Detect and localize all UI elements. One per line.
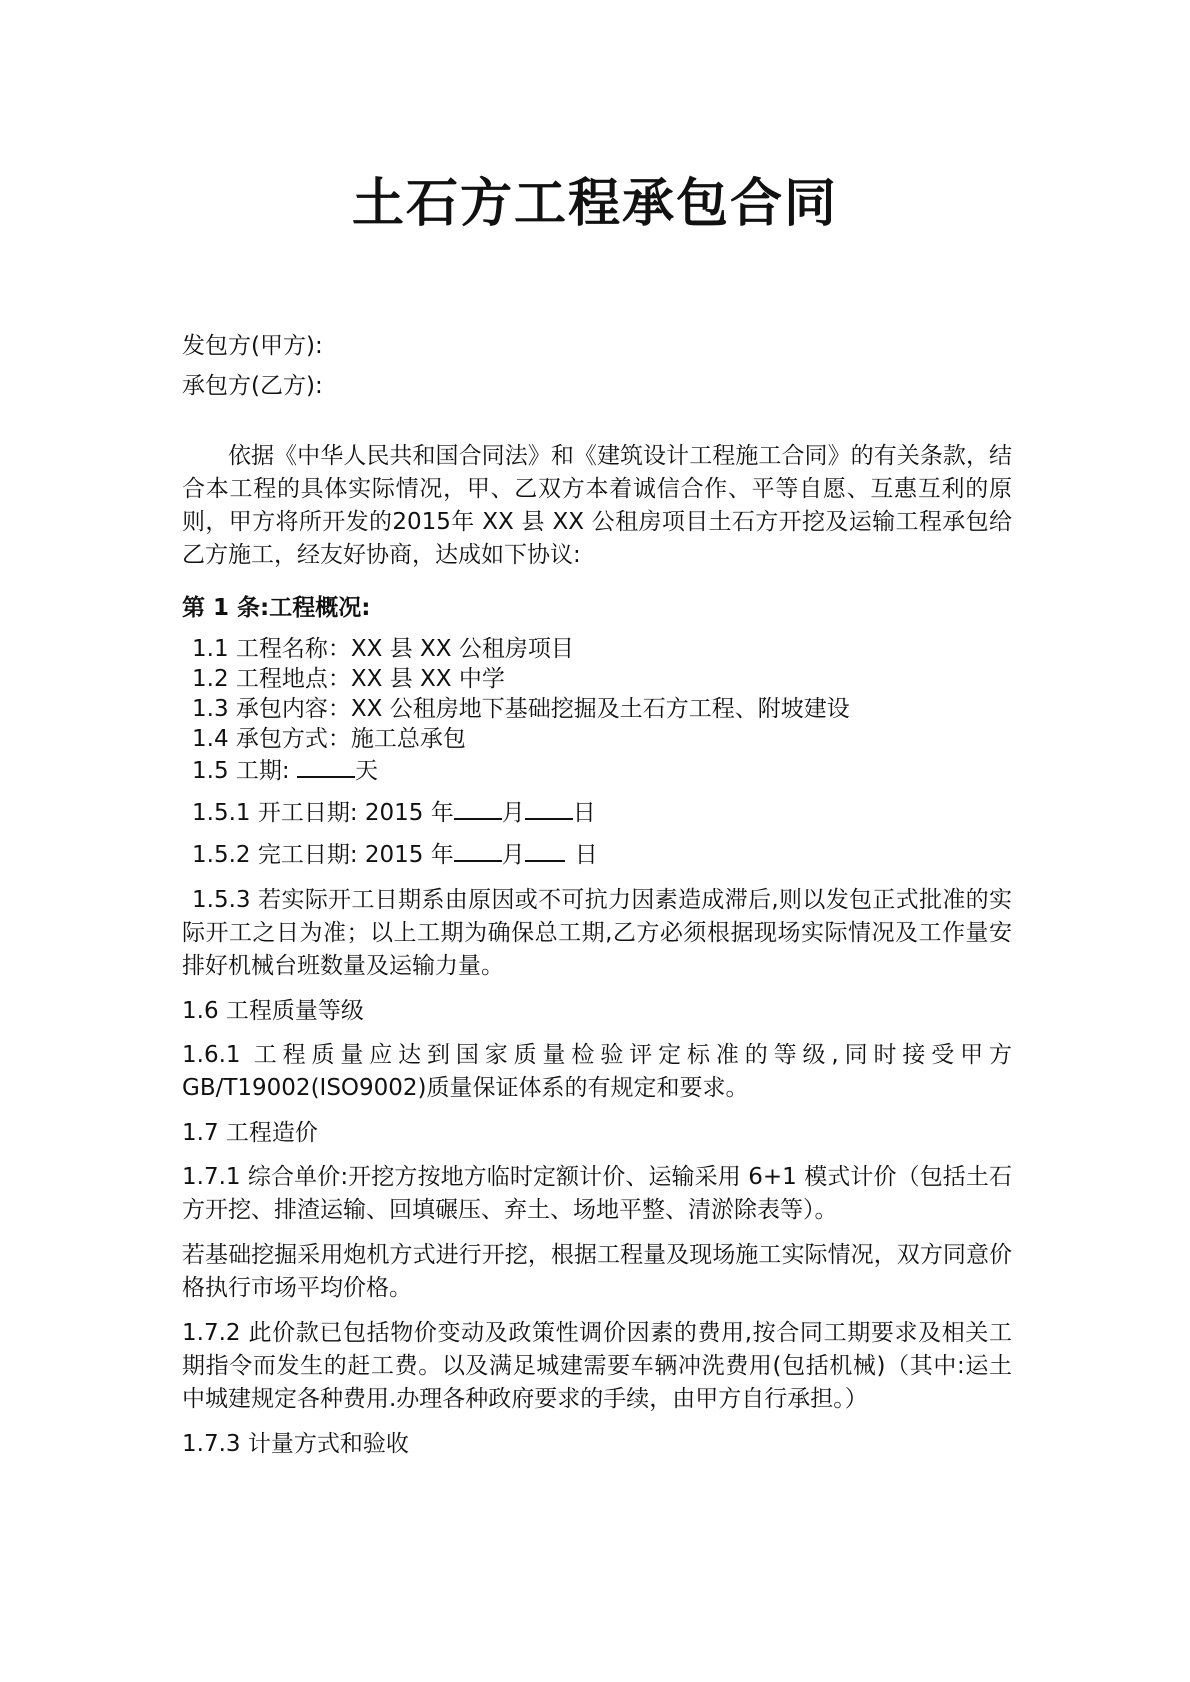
item-1-7-2: 1.7.2 此价款已包括物价变动及政策性调价因素的费用,按合同工期要求及相关工期指令而发生的赶工费。以及满足城建需要车辆冲洗费用(包括机械)（其中:运土中城建规定各种费用.办理各种政府要求的手续，由甲方自行承担。） — [182, 1320, 1012, 1412]
start-day-blank[interactable] — [525, 796, 573, 820]
document-title: 土石方工程承包合同 — [351, 174, 838, 234]
item-1-7-3: 1.7.3 计量方式和验收 — [182, 1431, 409, 1457]
start-day-label: 日 — [572, 800, 596, 826]
end-month-label: 月 — [501, 842, 525, 868]
item-1-5-unit: 天 — [354, 758, 378, 784]
item-1-2: 1.2 工程地点：XX 县 XX 中学 — [192, 666, 505, 692]
item-1-3: 1.3 承包内容：XX 公租房地下基础挖掘及土石方工程、附坡建设 — [192, 696, 850, 722]
item-1-7: 1.7 工程造价 — [182, 1120, 318, 1146]
end-day-blank[interactable] — [525, 838, 565, 862]
item-1-5-2 — [182, 838, 1012, 872]
item-1-7-1: 1.7.1 综合单价:开挖方按地方临时定额计价、运输采用 6+1 模式计价（包括土石方开挖、排渣运输、回填碾压、弃土、场地平整、清淤除表等）。 — [182, 1164, 1012, 1223]
end-date-label: 1.5.2 完工日期: 2015 年 — [192, 842, 454, 868]
item-1-6-1: 1.6.1 工程质量应达到国家质量检验评定标准的等级,同时接受甲方GB/T19002(ISO9002)质量保证体系的有规定和要求。 — [182, 1042, 1012, 1101]
start-month-label: 月 — [501, 800, 525, 826]
item-1-1: 1.1 工程名称：XX 县 XX 公租房项目 — [192, 636, 574, 662]
start-date-label: 1.5.1 开工日期: 2015 年 — [192, 800, 454, 826]
item-1-5-1 — [182, 796, 1012, 830]
duration-blank[interactable] — [297, 754, 355, 778]
end-day-label: 日 — [574, 842, 598, 868]
item-1-5-label: 1.5 工期: — [192, 758, 297, 784]
article-1-heading: 第 1 条:工程概况: — [182, 595, 371, 621]
document-body — [182, 330, 1012, 1460]
party-a-line: 发包方(甲方): — [182, 333, 323, 359]
end-month-blank[interactable] — [454, 838, 502, 862]
item-1-5-3: 1.5.3 若实际开工日期系由原因或不可抗力因素造成滞后,则以发包正式批准的实际开工之日为准；以上工期为确保总工期,乙方必须根据现场实际情况及工作量安排好机械台班数量及运输力量。 — [182, 887, 1012, 979]
party-b-line: 承包方(乙方): — [182, 373, 323, 399]
item-1-5 — [182, 754, 1012, 786]
item-1-7-1-note: 若基础挖掘采用炮机方式进行开挖，根据工程量及现场施工实际情况，双方同意价格执行市场平均价格。 — [182, 1242, 1012, 1301]
start-month-blank[interactable] — [454, 796, 502, 820]
item-1-4: 1.4 承包方式：施工总承包 — [192, 726, 466, 752]
item-1-6: 1.6 工程质量等级 — [182, 998, 364, 1024]
intro-paragraph: 依据《中华人民共和国合同法》和《建筑设计工程施工合同》的有关条款，结合本工程的具体实际情况，甲、乙双方本着诚信合作、平等自愿、互惠互利的原则，甲方将所开发的2015年 XX 县 XX 公租房项目土石方开挖及运输工程承包给乙方施工，经友好协商，达成如下协议: — [182, 443, 1012, 568]
